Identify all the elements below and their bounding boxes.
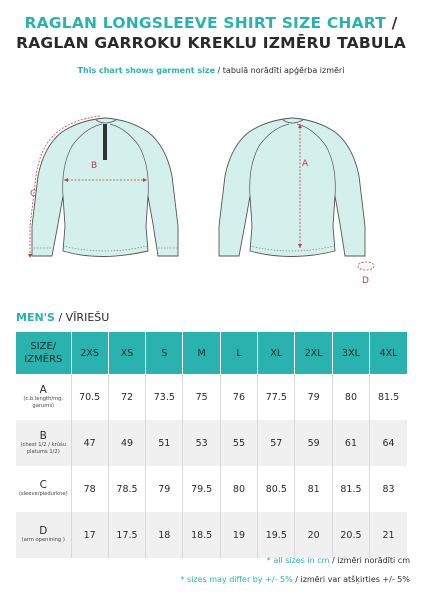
shirt-front (28, 116, 178, 258)
row-letter: B (39, 430, 47, 442)
table-cell: 61 (332, 420, 369, 466)
subtitle-english: This chart shows garment size (77, 66, 215, 75)
size-column-header: L (220, 332, 257, 374)
table-cell: 64 (370, 420, 407, 466)
table-cell: 59 (295, 420, 332, 466)
table-cell: 76 (220, 374, 257, 420)
row-description: (chest 1/2 / krūšu (20, 442, 67, 448)
shirt-illustration (0, 96, 422, 296)
table-cell: 57 (258, 420, 295, 466)
measure-label-b: B (91, 161, 98, 171)
note-units (267, 556, 410, 565)
row-label (16, 420, 71, 466)
size-column-header: XL (258, 332, 295, 374)
size-header-row (16, 332, 407, 374)
size-column-header: 3XL (332, 332, 369, 374)
row-letter: C (39, 479, 47, 492)
table-row (16, 512, 407, 558)
subtitle (0, 66, 422, 75)
table-cell: 77.5 (258, 374, 295, 420)
table-cell: 70.5 (71, 374, 108, 420)
row-label (16, 512, 71, 558)
subtitle-latvian: / tabulā norādīti apģērba izmēri (215, 66, 345, 75)
title-line-2: RAGLAN GARROKU KREKLU IZMĒRU TABULA (16, 34, 406, 52)
table-cell: 80 (332, 374, 369, 420)
size-table (16, 332, 407, 558)
table-cell: 17 (71, 512, 108, 558)
row-description: (c.b.length/mg. (23, 396, 64, 402)
measure-label-c: C (30, 189, 37, 199)
note-units-latvian: / izmēri norādīti cm (329, 556, 410, 565)
table-cell: 73.5 (146, 374, 183, 420)
note-tolerance (181, 575, 411, 584)
table-cell: 75 (183, 374, 220, 420)
section-label (16, 311, 109, 324)
table-cell: 81 (295, 466, 332, 512)
note-tolerance-latvian: / izmēri var atšķirties +/- 5% (292, 575, 410, 584)
table-cell: 79 (146, 466, 183, 512)
table-cell: 72 (108, 374, 145, 420)
table-cell: 47 (71, 420, 108, 466)
size-column-header: 2XS (71, 332, 108, 374)
table-cell: 83 (370, 466, 407, 512)
table-cell: 19.5 (258, 512, 295, 558)
row-label (16, 374, 71, 420)
size-column-header: S (146, 332, 183, 374)
title-english: RAGLAN LONGSLEEVE SHIRT SIZE CHART (24, 14, 387, 32)
section-label-latvian: / VĪRIEŠU (54, 311, 110, 324)
table-cell: 51 (146, 420, 183, 466)
size-column-header: 4XL (370, 332, 407, 374)
table-cell: 55 (220, 420, 257, 466)
size-column-header: M (183, 332, 220, 374)
row-label (16, 466, 71, 512)
table-cell: 80.5 (258, 466, 295, 512)
measure-label-d: D (362, 276, 369, 286)
table-cell: 80 (220, 466, 257, 512)
row-description: garums) (32, 402, 55, 409)
table-cell: 79 (295, 374, 332, 420)
note-tolerance-english: * sizes may differ by +/- 5% (180, 575, 293, 584)
zipper-icon (103, 124, 107, 160)
row-description: (sleeve/piedurkne) (18, 491, 68, 498)
size-header-line-1: SIZE/ (30, 341, 57, 352)
table-cell: 19 (220, 512, 257, 558)
table-cell: 81.5 (370, 374, 407, 420)
size-column-header: 2XL (295, 332, 332, 374)
table-cell: 79.5 (183, 466, 220, 512)
table-cell: 21 (370, 512, 407, 558)
row-letter: D (39, 525, 48, 538)
table-cell: 20.5 (332, 512, 369, 558)
note-units-english: * all sizes in cm (266, 556, 330, 565)
table-cell: 53 (183, 420, 220, 466)
row-description: (arm openining ) (21, 537, 65, 544)
table-cell: 17.5 (108, 512, 145, 558)
title-line-1 (0, 14, 422, 32)
table-cell: 18 (146, 512, 183, 558)
table-cell: 81.5 (332, 466, 369, 512)
row-description: platums 1/2) (26, 448, 60, 455)
table-row (16, 466, 407, 512)
measure-label-a: A (302, 159, 309, 169)
table-cell: 78.5 (108, 466, 145, 512)
table-row (16, 374, 407, 420)
table-cell: 18.5 (183, 512, 220, 558)
size-header-line-2: IZMĒRS (24, 354, 63, 365)
size-column-header: XS (108, 332, 145, 374)
title-separator: / (386, 14, 398, 32)
section-label-english: MEN'S (16, 311, 55, 324)
size-header-label (16, 332, 71, 374)
table-cell: 78 (71, 466, 108, 512)
table-row (16, 420, 407, 466)
table-cell: 49 (108, 420, 145, 466)
shirt-back (219, 118, 374, 270)
table-cell: 20 (295, 512, 332, 558)
row-letter: A (39, 384, 47, 396)
